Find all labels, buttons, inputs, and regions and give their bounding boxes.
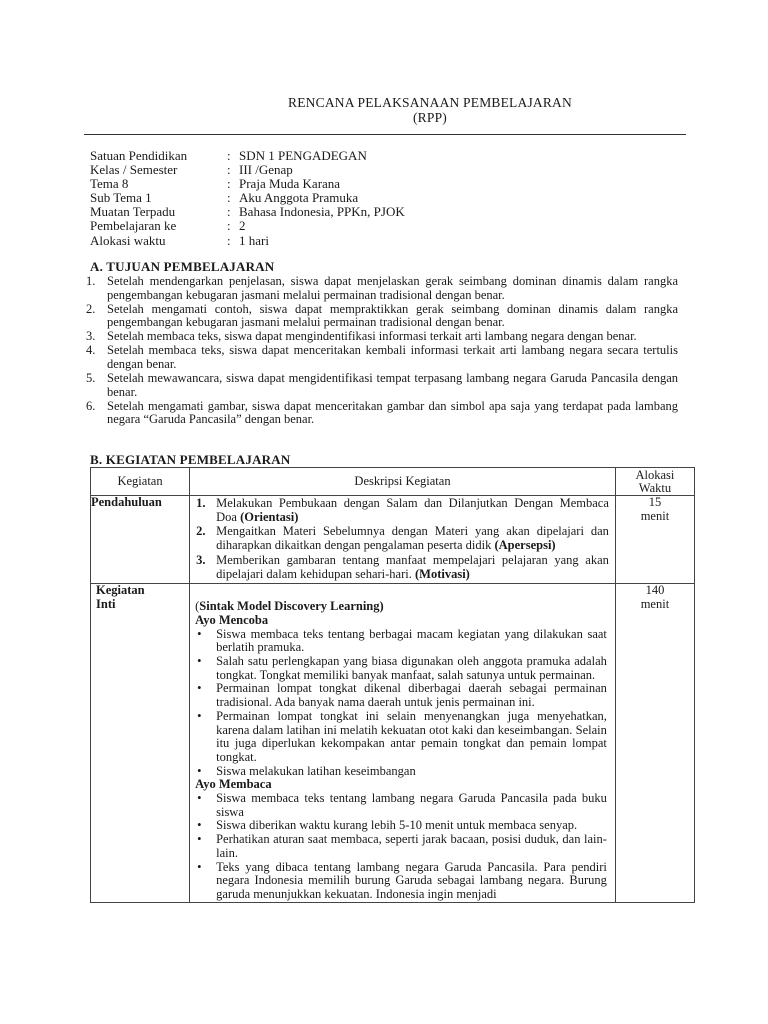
inti-time [615,584,694,902]
identity-value: Aku Anggota Pramuka [239,190,359,206]
identity-label: Tema 8 [90,176,129,192]
sub-heading-ayo-mencoba: Ayo Mencoba [195,612,269,627]
identity-label: Satuan Pendidikan [90,148,188,163]
title-divider [84,134,686,135]
pendahuluan-time [615,496,694,584]
identity-label: Pembelajaran ke [90,218,177,234]
identity-value: Praja Muda Karana [239,176,341,192]
bullet-icon: • [197,763,202,778]
objective-number: 2. [86,301,96,316]
bullet-icon: • [197,832,202,847]
objective-item [86,372,678,399]
identity-separator: : [227,148,231,163]
identity-separator: : [227,162,231,178]
identity-separator: : [227,190,231,206]
objective-number: 5. [86,371,96,386]
bullet-icon: • [197,818,202,833]
pendahuluan-item [190,525,615,552]
objective-item [86,330,678,344]
pendahuluan-item-text [212,554,615,581]
activity-bullet-item [195,819,615,833]
activity-bullet-item [195,710,615,765]
activity-bullet-item [195,655,615,682]
identity-label: Kelas / Semester [90,162,178,178]
bullet-icon: • [197,626,202,641]
sub-heading-ayo-membaca: Ayo Membaca [195,777,272,792]
pendahuluan-item-tag: (Apersepsi) [494,538,556,553]
col-header-deskripsi: Deskripsi Kegiatan [190,468,616,496]
activity-bullet-item [195,628,615,655]
pendahuluan-description [190,496,616,584]
col-header-kegiatan: Kegiatan [91,468,190,496]
bullet-text: Siswa membaca teks tentang berbagai macam kegiatan yang dilakukan saat berlatih pramuka. [216,626,607,655]
identity-row [90,191,405,205]
identity-block [90,149,405,248]
identity-separator: : [227,232,231,248]
document-subtitle: (RPP) [412,110,447,125]
identity-row [90,149,405,163]
identity-row [90,234,405,248]
bullet-text: Permainan lompat tongkat ini selain menyenangkan juga menyehatkan, karena dalam latihan ini melatih kekuatan otot kaki dan keseimbangan. Selain itu juga diperlukan kekompakan antar pemain tongkat dan pemain lompat tongkat. [216,708,607,764]
identity-separator: : [227,176,231,192]
objective-number: 6. [86,398,96,413]
model-open-paren: ( [195,599,200,614]
table-row-pendahuluan [91,496,695,584]
bullet-text: Perhatikan aturan saat membaca, seperti jarak bacaan, posisi duduk, dan lain-lain. [216,832,607,860]
activity-bullet-item [195,833,615,860]
section-b-heading: B. KEGIATAN PEMBELAJARAN [90,452,291,467]
identity-row [90,177,405,191]
objective-item [86,303,678,330]
identity-row [90,163,405,177]
table-header-row [91,468,695,496]
objective-item [86,344,678,371]
table-row-inti [91,584,695,902]
bullet-icon: • [197,791,202,806]
row-label-inti [91,584,190,902]
pendahuluan-item-number: 3. [196,552,206,567]
activity-bullet-item [195,861,615,902]
activity-table [90,467,695,903]
objective-text: Setelah mendengarkan penjelasan, siswa dapat menjelaskan gerak seimbang dominan dinamis dalam rangka pengembangan kebugaran jasmani melalui permainan tradisional dengan benar. [107,274,678,302]
activity-bullet-item [195,765,615,779]
identity-label: Alokasi waktu [90,232,166,248]
identity-row [90,219,405,233]
identity-value: 2 [239,218,246,234]
objective-number: 4. [86,343,96,358]
pendahuluan-item-number: 1. [196,496,206,510]
bullet-text: Siswa diberikan waktu kurang lebih 5-10 menit untuk membaca senyap. [216,818,578,833]
bullet-text: Siswa membaca teks tentang lambang negara Garuda Pancasila pada buku siswa [216,791,607,819]
objective-number: 3. [86,329,96,344]
bullet-text: Siswa melakukan latihan keseimbangan [216,763,416,778]
pendahuluan-item-tag: (Orientasi) [240,509,299,524]
objectives-list [86,275,678,428]
identity-value: SDN 1 PENGADEGAN [239,148,367,163]
objective-text: Setelah mengamati contoh, siswa dapat mempraktikkan gerak seimbang dominan dinamis dalam rangka pengembangan kebugaran jasmani melalui permainan tradisional dengan benar. [107,301,678,330]
pendahuluan-item-number: 2. [196,524,206,539]
objective-item [86,400,678,427]
objective-item [86,275,678,302]
identity-value: III /Genap [239,162,293,178]
bullet-icon: • [197,859,202,874]
section-a-heading: A. TUJUAN PEMBELAJARAN [90,259,275,274]
objective-text: Setelah mewawancara, siswa dapat mengidentifikasi tempat terpasang lambang negara Garuda Pancasila dengan benar. [107,371,678,399]
objective-text: Setelah mengamati gambar, siswa dapat menceritakan gambar dan simbol apa saja yang terdapat pada lambang negara “Garuda Pancasila” dengan benar. [107,398,678,427]
row-label-pendahuluan: Pendahuluan [91,496,190,584]
ayo-mencoba-list [195,628,615,779]
inti-time-text: 140 menit [640,583,670,611]
bullet-icon: • [197,681,202,696]
pendahuluan-item-body: Mengaitkan Materi Sebelumnya dengan Materi yang akan dipelajari dan diharapkan dikaitkan dengan pengalaman peserta didik [216,524,609,553]
model-heading-text: Sintak Model Discovery Learning) [199,599,384,614]
pendahuluan-time-text: 15 menit [640,495,670,523]
identity-label: Muatan Terpadu [90,204,176,220]
objective-text: Setelah membaca teks, siswa dapat mengindentifikasi informasi terkait arti lambang negara dengan benar. [107,329,637,344]
document-title: RENCANA PELAKSANAAN PEMBELAJARAN [288,95,572,110]
row-label-inti-text: Kegiatan Inti [96,583,145,611]
pendahuluan-item-body: Memberikan gambaran tentang manfaat mempelajari pelajaran yang akan dipelajari dalam kehidupan sehari-hari. [216,552,609,581]
activity-bullet-item [195,792,615,819]
col-header-alokasi [615,468,694,496]
pendahuluan-item [190,497,615,524]
identity-separator: : [227,218,231,234]
model-heading [195,600,615,614]
bullet-icon: • [197,654,202,669]
identity-separator: : [227,204,231,220]
identity-row [90,205,405,219]
identity-label: Sub Tema 1 [90,190,152,206]
activity-bullet-item [195,682,615,709]
bullet-text: Teks yang dibaca tentang lambang negara Garuda Pancasila. Para pendiri negara Indonesia memilih burung Garuda sebagai lambang negara. Burung garuda menunjukkan kekuatan. Indonesia ingin menjadi [216,859,607,901]
objective-text: Setelah membaca teks, siswa dapat menceritakan kembali informasi terkait arti lambang negara secara tertulis dengan benar. [107,343,678,372]
pendahuluan-item-text [212,497,615,524]
identity-value: Bahasa Indonesia, PPKn, PJOK [239,204,405,220]
objective-number: 1. [86,274,96,288]
pendahuluan-item-text [212,525,615,552]
inti-description [190,584,616,902]
bullet-text: Salah satu perlengkapan yang biasa digunakan oleh anggota pramuka adalah tongkat. Tongkat memiliki banyak manfaat, salah satunya untuk permainan. [216,654,607,682]
ayo-membaca-list [195,792,615,902]
alokasi-header-text: Alokasi Waktu [635,467,675,495]
bullet-icon: • [197,708,202,723]
identity-value: 1 hari [239,232,269,248]
pendahuluan-item [190,554,615,581]
pendahuluan-item-body: Melakukan Pembukaan dengan Salam dan Dilanjutkan Dengan Membaca Doa [216,496,609,524]
bullet-text: Permainan lompat tongkat dikenal diberbagai daerah sebagai permainan tradisional. Ada banyak nama daerah untuk jenis permainan ini. [216,681,607,710]
pendahuluan-item-tag: (Motivasi) [415,566,470,581]
